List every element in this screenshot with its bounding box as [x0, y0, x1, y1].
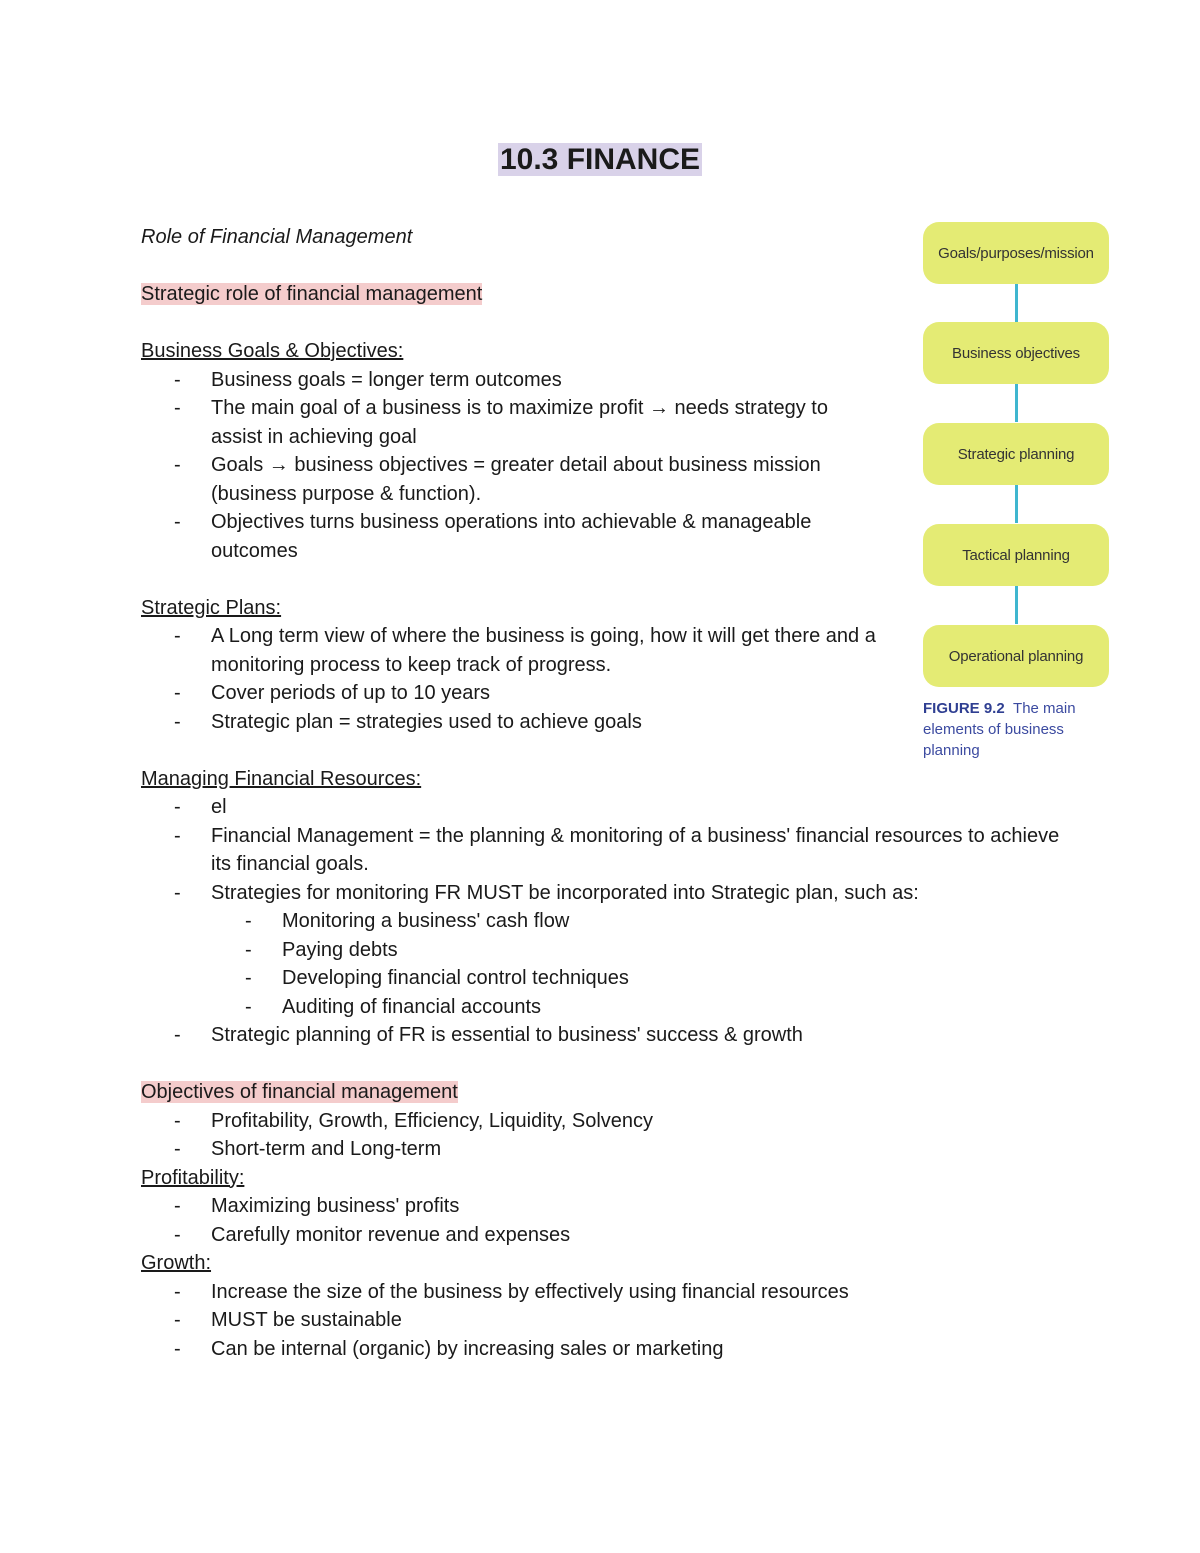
figure-node-operational-planning: Operational planning	[923, 625, 1109, 687]
growth-heading: Growth:	[141, 1252, 212, 1274]
list-item: - Financial Management = the planning & monitoring of a business' financial resources to achieve its financial goals.	[141, 822, 1071, 879]
list-item: - Cover periods of up to 10 years	[141, 679, 876, 708]
list-item: - Strategies for monitoring FR MUST be incorporated into Strategic plan, such as:	[141, 879, 1071, 908]
list-item: - Short-term and Long-term	[141, 1135, 1071, 1164]
list-item: - Paying debts	[141, 936, 1071, 965]
figure-node-goals: Goals/purposes/mission	[923, 222, 1109, 284]
list-item: - Monitoring a business' cash flow	[141, 907, 1071, 936]
strategic-plans-heading: Strategic Plans:	[141, 596, 282, 619]
objectives-heading-text: Objectives of financial management	[141, 1081, 458, 1103]
figure-node-strategic-planning: Strategic planning	[923, 423, 1109, 485]
role-heading: Role of Financial Management	[141, 226, 413, 248]
list-item: - MUST be sustainable	[141, 1306, 1071, 1335]
figure-caption-label: FIGURE 9.2	[923, 700, 1005, 717]
list-item: - Developing financial control techniques	[141, 964, 1071, 993]
list-item: - Carefully monitor revenue and expenses	[141, 1221, 1071, 1250]
business-planning-figure	[920, 220, 1115, 765]
figure-node-business-objectives: Business objectives	[923, 322, 1109, 384]
figure-caption	[923, 698, 1113, 761]
strategic-role-heading-text: Strategic role of financial management	[141, 283, 483, 305]
list-item: - Goals → business objectives = greater detail about business mission (business purpose & function).	[141, 451, 876, 508]
figure-connector	[1015, 284, 1018, 322]
figure-connector	[1015, 586, 1018, 624]
list-item: - Increase the size of the business by effectively using financial resources	[141, 1278, 1071, 1307]
objectives-list	[141, 1107, 1071, 1164]
list-item: - el	[141, 793, 1071, 822]
growth-list	[141, 1278, 1071, 1364]
figure-caption-text: The main elements of business planning	[923, 700, 1076, 759]
figure-connector	[1015, 485, 1018, 523]
list-item: - A Long term view of where the business is going, how it will get there and a monitoring process to keep track of progress.	[141, 622, 876, 679]
list-item: - Can be internal (organic) by increasing sales or marketing	[141, 1335, 1071, 1364]
list-item: - Strategic plan = strategies used to achieve goals	[141, 708, 876, 737]
page-title-text: 10.3 FINANCE	[499, 143, 701, 176]
profitability-heading: Profitability:	[141, 1166, 245, 1189]
profitability-list	[141, 1192, 1071, 1249]
list-item: - Business goals = longer term outcomes	[141, 366, 876, 395]
managing-resources-sublist	[141, 907, 1071, 1021]
managing-resources-final	[141, 1021, 1071, 1050]
list-item: - Auditing of financial accounts	[141, 993, 1071, 1022]
list-item: - Maximizing business' profits	[141, 1192, 1071, 1221]
page-title	[0, 140, 1200, 180]
list-item: - Strategic planning of FR is essential to business' success & growth	[141, 1021, 1071, 1050]
figure-connector	[1015, 384, 1018, 422]
objectives-heading	[141, 1078, 1071, 1107]
figure-node-tactical-planning: Tactical planning	[923, 524, 1109, 586]
managing-resources-heading: Managing Financial Resources:	[141, 767, 422, 790]
managing-resources-list	[141, 793, 1071, 907]
list-item: - Objectives turns business operations into achievable & manageable outcomes	[141, 508, 876, 565]
business-goals-heading: Business Goals & Objectives:	[141, 340, 404, 362]
list-item: - Profitability, Growth, Efficiency, Liquidity, Solvency	[141, 1107, 1071, 1136]
spacer	[141, 1050, 1071, 1079]
list-item: - The main goal of a business is to maximize profit → needs strategy to assist in achieving goal	[141, 394, 876, 451]
